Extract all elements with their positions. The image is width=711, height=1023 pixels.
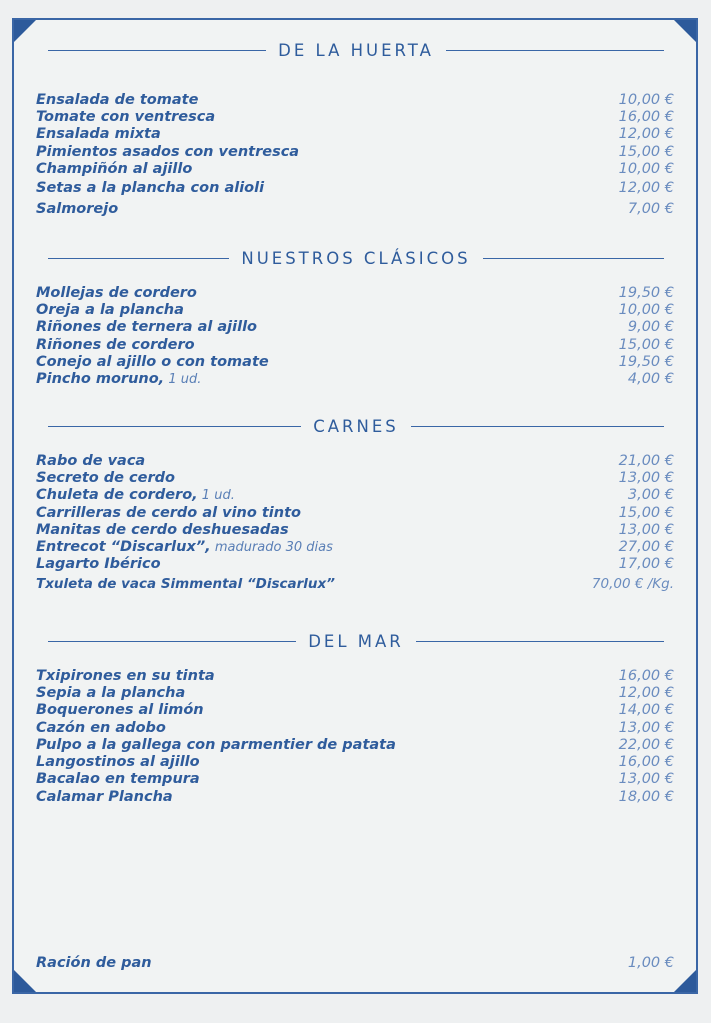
- item-price: 14,00 €: [618, 702, 674, 719]
- section-title: DEL MAR: [308, 631, 404, 651]
- item-name: [36, 487, 235, 504]
- menu-item: [36, 144, 674, 161]
- menu-item: [36, 522, 674, 539]
- menu-item-bread: [36, 955, 674, 972]
- section-title: CARNES: [313, 416, 399, 436]
- divider-line: [416, 641, 664, 642]
- divider-line: [48, 426, 301, 427]
- item-name: Riñones de cordero: [36, 336, 195, 353]
- item-name: Ensalada de tomate: [36, 92, 199, 108]
- item-price: 13,00 €: [618, 470, 674, 487]
- item-price: 15,00 €: [618, 504, 674, 521]
- menu-item: [36, 92, 674, 109]
- item-name: Tomate con ventresca: [36, 109, 216, 126]
- item-name: Ración de pan: [36, 955, 152, 971]
- menu-item: [36, 319, 674, 336]
- item-price: 18,00 €: [618, 789, 674, 806]
- item-name-text: Chuleta de cordero,: [36, 487, 198, 504]
- item-price: 19,50 €: [618, 285, 674, 301]
- item-price: 13,00 €: [618, 719, 674, 736]
- item-price: 17,00 €: [618, 556, 674, 573]
- menu-item: [36, 487, 674, 504]
- item-price: 3,00 €: [627, 487, 674, 504]
- item-price: 10,00 €: [618, 302, 674, 319]
- item-price: 10,00 €: [618, 160, 674, 177]
- item-price: 4,00 €: [627, 370, 674, 387]
- menu-item: [36, 668, 674, 685]
- item-name: Lagarto Ibérico: [36, 556, 161, 573]
- item-name: Ensalada mixta: [36, 126, 161, 143]
- item-price: 12,00 €: [618, 179, 674, 196]
- section-list-carnes: [36, 453, 674, 594]
- section-heading-mar: [48, 631, 664, 651]
- item-price: 15,00 €: [618, 336, 674, 353]
- item-name: Txuleta de vaca Simmental “Discarlux”: [36, 576, 335, 593]
- item-name: Txipirones en su tinta: [36, 668, 215, 684]
- section-heading-carnes: [48, 416, 664, 436]
- section-heading-clasicos: [48, 248, 664, 268]
- section-heading-huerta: [48, 40, 664, 60]
- item-name: Pimientos asados con ventresca: [36, 143, 300, 160]
- item-name: Carrilleras de cerdo al vino tinto: [36, 504, 301, 521]
- menu-item: [36, 302, 674, 319]
- item-note: madurado 30 dias: [210, 539, 333, 555]
- item-price: 1,00 €: [627, 955, 674, 971]
- menu-item: [36, 789, 674, 806]
- item-name: Oreja a la plancha: [36, 302, 184, 319]
- divider-line: [411, 426, 664, 427]
- item-name: Setas a la plancha con alioli: [36, 179, 265, 196]
- menu-item: [36, 470, 674, 487]
- item-note: 1 ud.: [197, 488, 235, 504]
- corner-ornament: [674, 20, 696, 42]
- divider-line: [48, 641, 296, 642]
- item-name: [36, 371, 201, 388]
- section-title: NUESTROS CLÁSICOS: [241, 248, 471, 268]
- corner-ornament: [674, 970, 696, 992]
- menu-item: [36, 754, 674, 771]
- item-name: [36, 539, 333, 556]
- section-list-clasicos: [36, 285, 674, 388]
- item-price: 13,00 €: [618, 771, 674, 788]
- divider-line: [483, 258, 664, 259]
- divider-line: [48, 258, 229, 259]
- item-name: Mollejas de cordero: [36, 285, 197, 301]
- menu-item: [36, 576, 674, 593]
- item-name: Champiñón al ajillo: [36, 160, 193, 177]
- menu-item: [36, 201, 674, 218]
- item-name-text: Pincho moruno,: [36, 370, 165, 387]
- menu-item: [36, 556, 674, 573]
- item-note: 1 ud.: [164, 371, 202, 387]
- item-price: 21,00 €: [618, 453, 674, 469]
- item-name: Conejo al ajillo o con tomate: [36, 353, 269, 370]
- section-list-mar: [36, 668, 674, 807]
- item-price: 12,00 €: [618, 685, 674, 702]
- menu-item: [36, 720, 674, 737]
- menu-item: [36, 109, 674, 126]
- item-price: 7,00 €: [627, 201, 674, 218]
- menu-item: [36, 285, 674, 302]
- item-name: Pulpo a la gallega con parmentier de patata: [36, 736, 396, 753]
- item-price: 27,00 €: [618, 538, 674, 555]
- item-name: Calamar Plancha: [36, 789, 173, 806]
- menu-item: [36, 539, 674, 556]
- footer-list: [36, 955, 674, 972]
- item-price: 16,00 €: [618, 753, 674, 770]
- item-name-text: Entrecot “Discarlux”,: [36, 538, 211, 555]
- item-name: Langostinos al ajillo: [36, 753, 200, 770]
- item-name: Manitas de cerdo deshuesadas: [36, 521, 289, 538]
- menu-item: [36, 737, 674, 754]
- item-price: 10,00 €: [618, 92, 674, 108]
- menu-item: [36, 337, 674, 354]
- item-price: 16,00 €: [618, 668, 674, 684]
- section-list-huerta: [36, 92, 674, 218]
- item-name: Sepia a la plancha: [36, 685, 186, 702]
- menu-item: [36, 161, 674, 178]
- item-name: Secreto de cerdo: [36, 470, 175, 487]
- menu-item: [36, 771, 674, 788]
- item-name: Salmorejo: [36, 201, 119, 218]
- menu-item: [36, 453, 674, 470]
- menu-item: [36, 371, 674, 388]
- menu-item: [36, 126, 674, 143]
- divider-line: [446, 50, 664, 51]
- item-price: 70,00 € /Kg.: [591, 576, 674, 593]
- corner-ornament: [14, 20, 36, 42]
- item-price: 16,00 €: [618, 109, 674, 126]
- divider-line: [48, 50, 266, 51]
- menu-item: [36, 354, 674, 371]
- menu-item: [36, 685, 674, 702]
- item-price: 12,00 €: [618, 126, 674, 143]
- item-name: Riñones de ternera al ajillo: [36, 319, 258, 336]
- section-title: DE LA HUERTA: [278, 40, 434, 60]
- menu-item: [36, 702, 674, 719]
- item-price: 9,00 €: [627, 319, 674, 336]
- menu-item: [36, 180, 674, 197]
- item-price: 22,00 €: [618, 736, 674, 753]
- item-price: 15,00 €: [618, 143, 674, 160]
- item-name: Rabo de vaca: [36, 453, 146, 469]
- corner-ornament: [14, 970, 36, 992]
- item-name: Boquerones al limón: [36, 702, 204, 719]
- item-name: Bacalao en tempura: [36, 771, 200, 788]
- item-price: 19,50 €: [618, 353, 674, 370]
- menu-item: [36, 505, 674, 522]
- item-price: 13,00 €: [618, 521, 674, 538]
- item-name: Cazón en adobo: [36, 719, 166, 736]
